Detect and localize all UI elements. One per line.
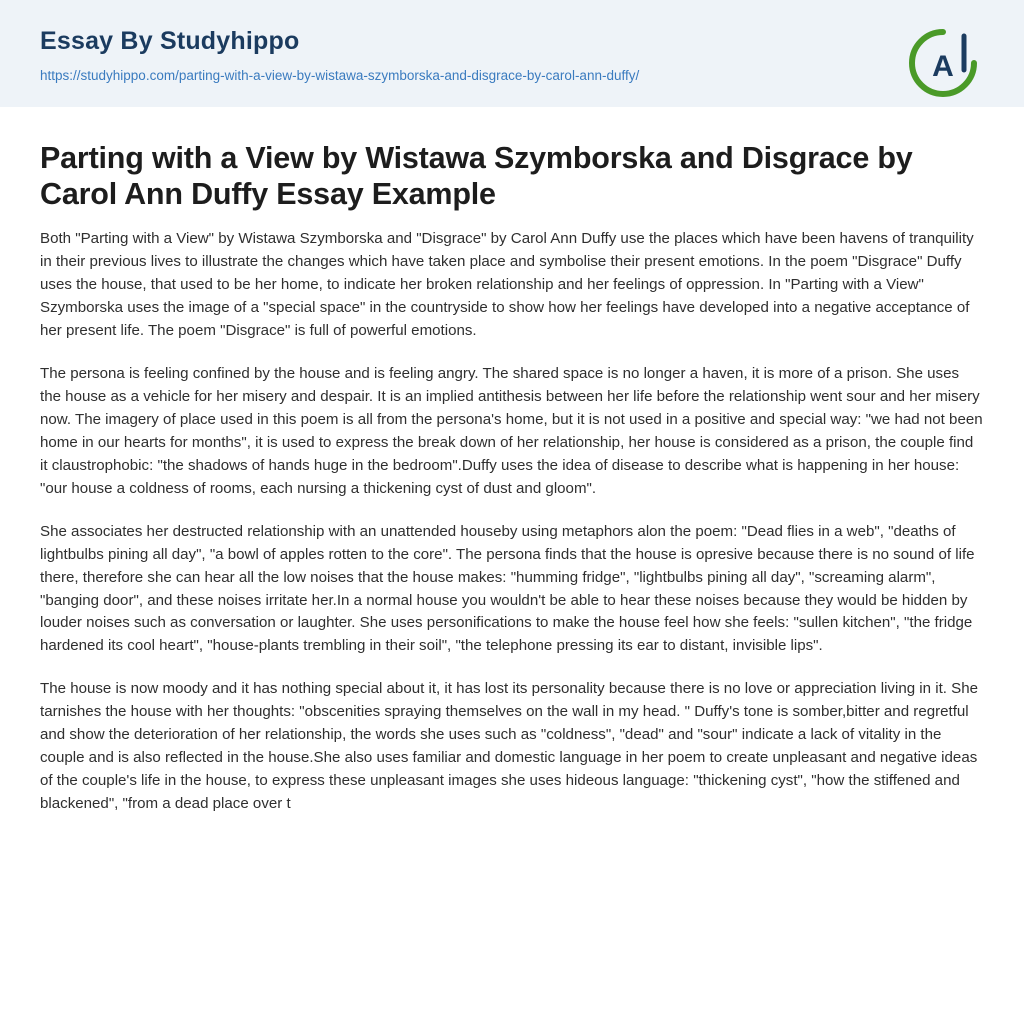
site-brand: Essay By Studyhippo [40, 27, 300, 55]
essay-paragraph: She associates her destructed relationship with an unattended houseby using metaphors alon the poem: "Dead flies in a web", "deaths of lightbulbs pining all day", "a bowl of apples rotten to the core". The persona finds that the house is opresive because there is no sound of life there, therefore she can hear all the low noises that the house makes: "humming fridge", "lightbulbs pining all day", "screaming alarm", "banging door", and these noises irritate her.In a normal house you wouldn't be able to hear these noises because they would be hidden by louder noises such as conversation or laughter. She uses personifications to make the house feel how she feels: "sullen kitchen", "the fridge hardened its cool heart", "house-plants trembling in their soil", "the telephone pressing its ear to distant, invisible lips". [40, 522, 975, 655]
essay-paragraph: The persona is feeling confined by the house and is feeling angry. The shared space is no longer a haven, it is more of a prison. She uses the house as a vehicle for her misery and despair. It is an implied antithesis between her life before the relationship went sour and her misery now. The imagery of place used in this poem is all from the persona's home, but it is not used in a positive and special way: "we had not been home in our hearts for months", it is used to express the break down of her relationship, her house is considered as a prison, the couple find it claustrophobic: "the shadows of hands huge in the bedroom".Duffy uses the idea of disease to describe what is happening in her house: "our house a coldness of rooms, each nursing a thickening cyst of dust and gloom". [40, 365, 983, 497]
svg-text:A: A [932, 50, 954, 83]
document-content [0, 107, 1024, 826]
site-header [0, 0, 1024, 107]
source-url[interactable]: https://studyhippo.com/parting-with-a-view-by-wistawa-szymborska-and-disgrace-by-carol-ann-duffy/ [40, 67, 640, 83]
essay-paragraph: The house is now moody and it has nothing special about it, it has lost its personality because there is no love or appreciation living in it. She tarnishes the house with her thoughts: "obscenities spraying themselves on the wall in my head. " Duffy's tone is somber,bitter and regretful and show the deterioration of her relationship, the words she uses such as "coldness", "dead" and "sour" indicate a lack of vitality in the couple and is also reflected in the house.She also uses familiar and domestic language in her poem to create unpleasant and negative ideas of the couple's life in the house, to express these unpleasant images she uses hideous language: "thickening cyst", "how the stiffened and blackened", "from a dead place over t [40, 680, 979, 813]
circular-a-logo-icon [906, 26, 980, 100]
page-title: Parting with a View by Wistawa Szymborska and Disgrace by Carol Ann Duffy Essay Example [40, 141, 913, 211]
essay-paragraph: Both "Parting with a View" by Wistawa Szymborska and "Disgrace" by Carol Ann Duffy use the places which have been havens of tranquility in their previous lives to illustrate the changes which have taken place and symbolise their present emotions. In the poem "Disgrace" Duffy uses the house, that used to be her home, to indicate her broken relationship and her feelings of oppression. In "Parting with a View" Szymborska uses the image of a "special space" in the countryside to show how her feelings have developed into a negative acceptance of her present life. The poem "Disgrace" is full of powerful emotions. [40, 230, 974, 340]
